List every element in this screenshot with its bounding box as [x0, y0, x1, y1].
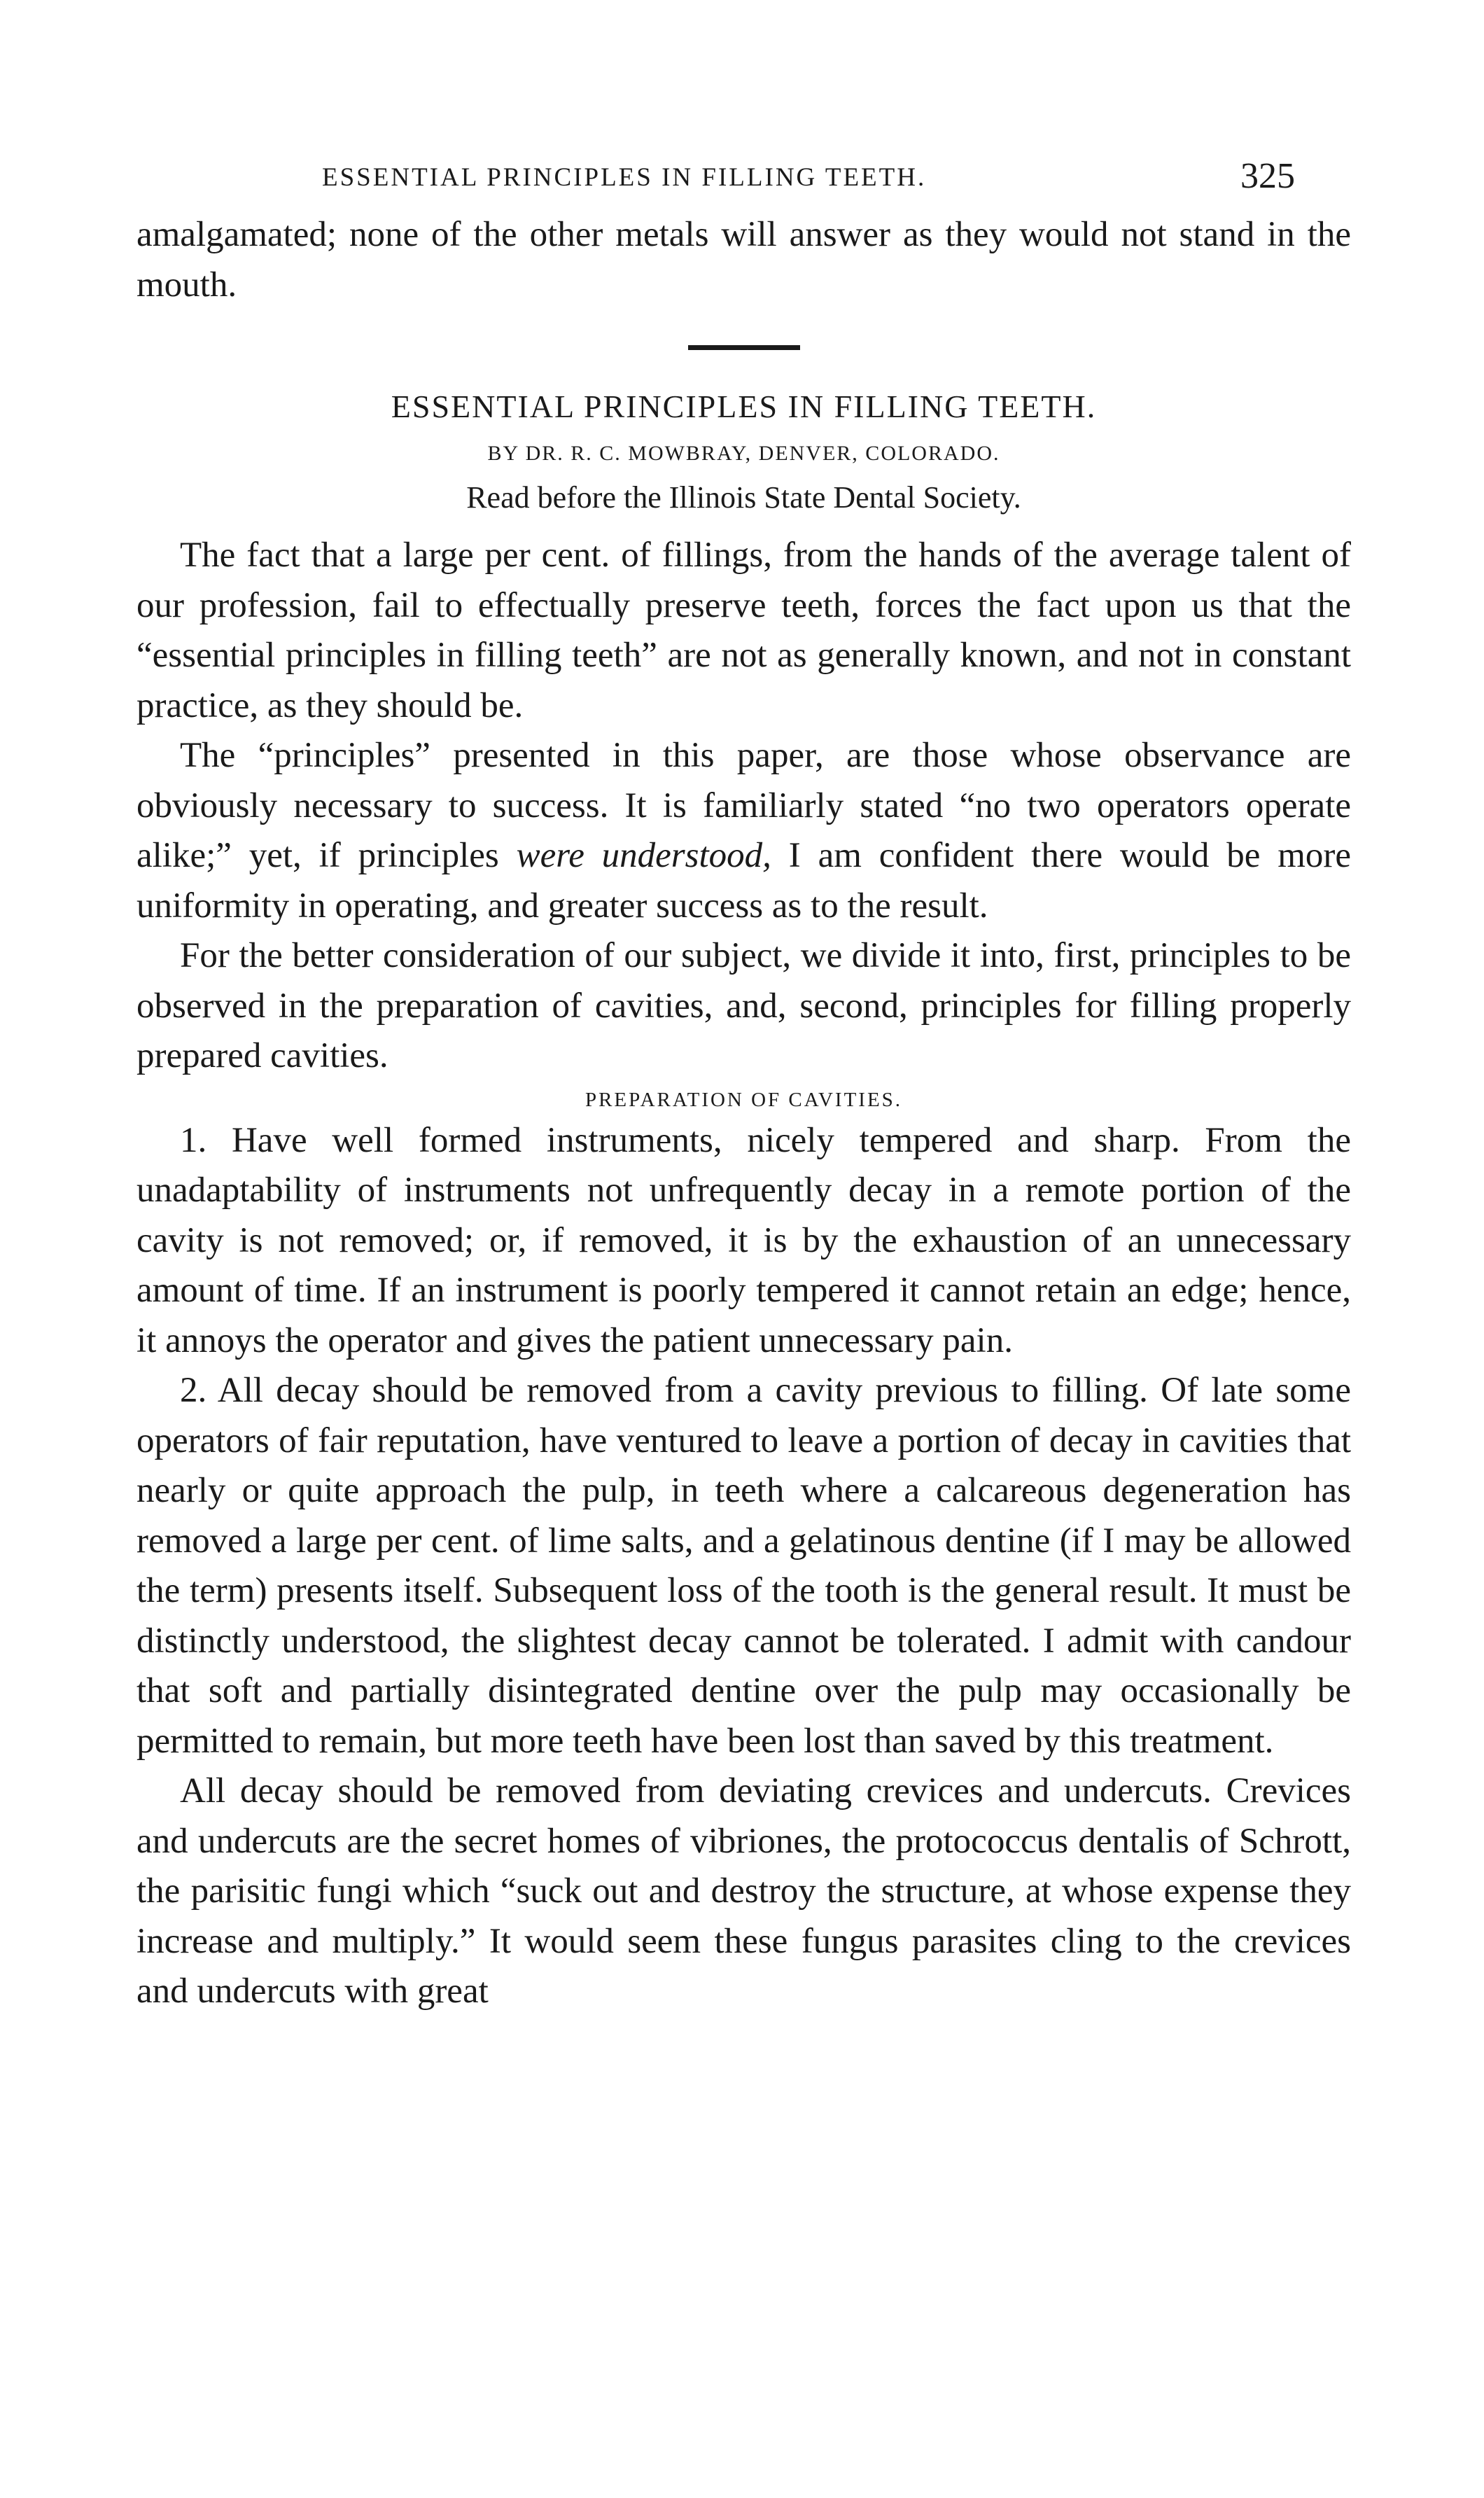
page-body [136, 210, 1351, 2017]
continuation-paragraph: amalgamated; none of the other metals will answer as they would not stand in the mouth. [136, 215, 1351, 305]
paragraph-principles-part-1: The “principles” presented in this paper, are those whose observance are obviously necessary to success. It is familiarly stated “no two operators operate alike;” yet, if principles [136, 736, 1351, 875]
page-number: 325 [1240, 156, 1295, 196]
paragraph-intro: The fact that a large per cent. of fillings, from the hands of the average talent of our profession, fail to effectually preserve teeth, forces the fact upon us that the “essential principles in filling teeth” are not as generally known, and not in constant practice, as they should be. [136, 536, 1351, 725]
paragraph-crevices: All decay should be removed from deviating crevices and undercuts. Crevices and undercuts are the secret homes of vibriones, the protococcus dentalis of Schrott, the parisitic fungi which “suck out and destroy the structure, at whose expense they increase and multiply.” It would seem these fungus parasites cling to the crevices and undercuts with great [136, 1771, 1351, 2011]
paragraph-division: For the better consideration of our subject, we divide it into, first, principles to be observed in the preparation of cavities, and, second, principles for filling properly prepared cavities. [136, 936, 1351, 1075]
article-byline: BY DR. R. C. MOWBRAY, DENVER, COLORADO. [487, 442, 1000, 465]
section-heading: PREPARATION OF CAVITIES. [584, 1088, 903, 1111]
running-head: ESSENTIAL PRINCIPLES IN FILLING TEETH. [322, 163, 927, 192]
paragraph-point-2: 2. All decay should be removed from a cavity previous to filling. Of late some operators of fair reputation, have ventured to leave a portion of decay in cavities that nearly or quite approach the pulp, in teeth where a calcareous degeneration has removed a large per cent. of lime salts, and a gelatinous dentine (if I may be allowed the term) presents itself. Subsequent loss of the tooth is the general result. It must be distinctly understood, the slightest decay cannot be tolerated. I admit with candour that soft and partially disintegrated dentine over the pulp may occasionally be permitted to remain, but more teeth have been lost than saved by this treatment. [136, 1371, 1351, 1761]
paragraph-point-1: 1. Have well formed instruments, nicely tempered and sharp. From the unadaptability of instruments not unfrequently decay in a remote portion of the cavity is not removed; or, if removed, it is by the exhaustion of an unnecessary amount of time. If an instrument is poorly tempered it cannot retain an edge; hence, it annoys the operator and gives the patient unnecessary pain. [136, 1120, 1351, 1360]
section-divider-rule [688, 345, 800, 350]
article-title: ESSENTIAL PRINCIPLES IN FILLING TEETH. [391, 389, 1097, 424]
paragraph-principles-part-2: I am confident there would be more uniformity in operating, and greater success as to the result. [136, 836, 1352, 926]
paragraph-principles [136, 731, 1351, 931]
article-venue-note: Read before the Illinois State Dental Society. [466, 480, 1021, 515]
emphasis-were-understood: were understood, [516, 836, 771, 875]
